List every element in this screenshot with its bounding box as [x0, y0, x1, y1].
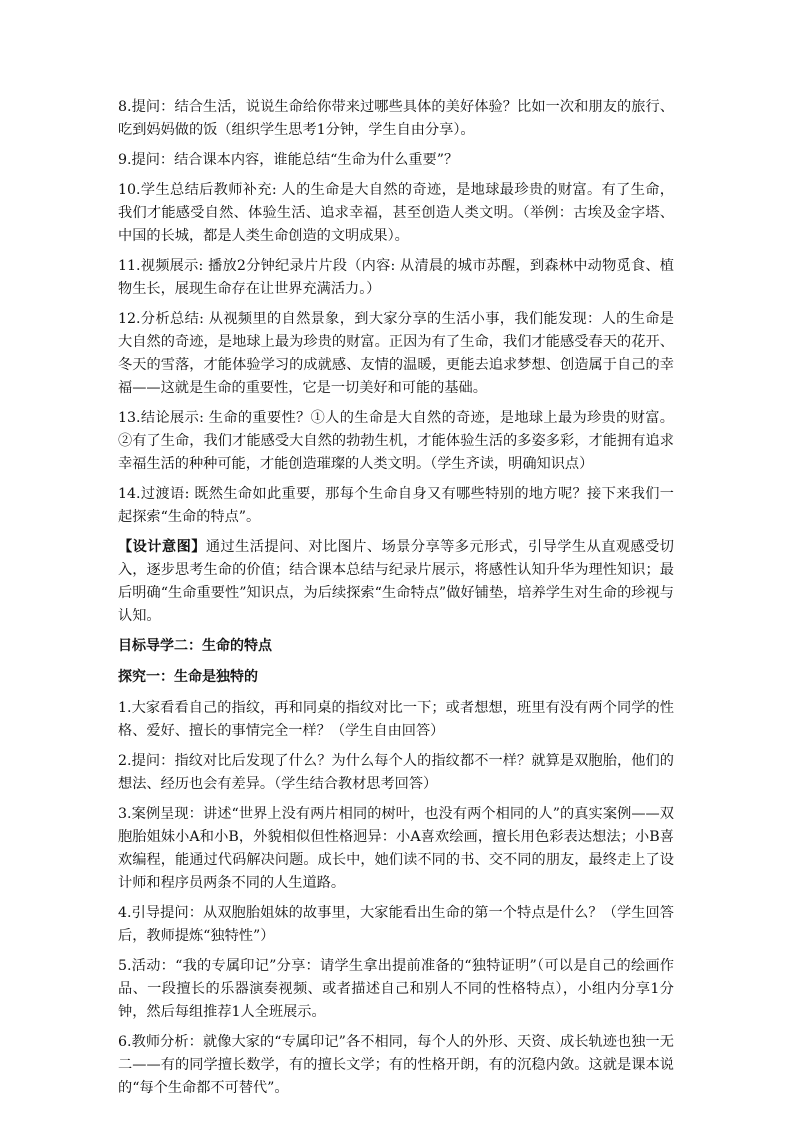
explore-paragraph-4: 4.引导提问：从双胞胎姐妹的故事里，大家能看出生命的第一个特点是什么？（学生回答后，教师提炼“独特性”）	[118, 905, 674, 944]
paragraph-9: 9.提问：结合课本内容，谁能总结“生命为什么重要”？	[118, 152, 459, 168]
document-page	[118, 96, 674, 1107]
paragraph-11: 11.视频展示: 播放2分钟纪录片片段（内容: 从清晨的城市苏醒，到森林中动物觅食、植物生长，展现生命存在让世界充满活力。）	[118, 258, 674, 297]
section-heading-goal: 目标导学二：生命的特点	[118, 638, 272, 654]
explore-paragraph-5: 5.活动：“我的专属印记”分享：请学生拿出提前准备的“独特证明”（可以是自己的绘画作品、一段擅长的乐器演奏视频、或者描述自己和别人不同的性格特点），小组内分享1分钟，然后每组推荐1人全班展示。	[118, 958, 674, 1020]
explore-paragraph-6: 6.教师分析：就像大家的“专属印记”各不相同，每个人的外形、天资、成长轨迹也独一无二——有的同学擅长数学，有的擅长文学；有的性格开朗，有的沉稳内敛。这就是课本说的“每个生命都不可替代”。	[118, 1034, 674, 1096]
explore-paragraph-3: 3.案例呈现：讲述“世界上没有两片相同的树叶，也没有两个相同的人”的真实案例——双胞胎姐妹小A和小B，外貌相似但性格迥异：小A喜欢绘画，擅长用色彩表达想法；小B喜欢编程，能通过代码解决问题。成长中，她们读不同的书、交不同的朋友，最终走上了设计师和程序员两条不同的人生道路。	[118, 806, 674, 891]
paragraph-12: 12.分析总结: 从视频里的自然景象，到大家分享的生活小事，我们能发现：人的生命是大自然的奇迹，是地球上最为珍贵的财富。正因为有了生命，我们才能感受春天的花开、冬天的雪落，才能体验学习的成就感、友情的温暖，更能去追求梦想、创造属于自己的幸福——这就是生命的重要性，它是一切美好和可能的基础。	[118, 311, 674, 396]
design-intent-text: 通过生活提问、对比图片、场景分享等多元形式，引导学生从直观感受切入，逐步思考生命的价值；结合课本总结与纪录片展示，将感性认知升华为理性知识；最后明确“生命重要性”知识点，为后续探索“生命特点”做好铺垫，培养学生对生命的珍视与认知。	[118, 539, 674, 624]
paragraph-8: 8.提问：结合生活，说说生命给你带来过哪些具体的美好体验？比如一次和朋友的旅行、吃到妈妈做的饭（组织学生思考1分钟，学生自由分享）。	[118, 99, 674, 138]
subsection-heading-explore: 探究一：生命是独特的	[118, 669, 258, 685]
design-intent-paragraph	[118, 536, 674, 628]
explore-paragraph-2: 2.提问：指纹对比后发现了什么？为什么每个人的指纹都不一样？就算是双胞胎，他们的想法、经历也会有差异。（学生结合教材思考回答）	[118, 753, 674, 792]
paragraph-10: 10.学生总结后教师补充: 人的生命是大自然的奇迹，是地球最珍贵的财富。有了生命，我们才能感受自然、体验生活、追求幸福，甚至创造人类文明。（举例：古埃及金字塔、中国的长城，都是人类生命创造的文明成果）。	[118, 182, 674, 244]
design-intent-label: 【设计意图】	[118, 539, 206, 555]
paragraph-13: 13.结论展示: 生命的重要性？①人的生命是大自然的奇迹，是地球上最为珍贵的财富。②有了生命，我们才能感受大自然的勃勃生机，才能体验生活的多姿多彩，才能拥有追求幸福生活的种种可能，才能创造璀璨的人类文明。（学生齐读，明确知识点）	[118, 410, 674, 472]
paragraph-14: 14.过渡语: 既然生命如此重要，那每个生命自身又有哪些特别的地方呢？接下来我们一起探索“生命的特点”。	[118, 486, 674, 525]
explore-paragraph-1: 1.大家看看自己的指纹，再和同桌的指纹对比一下；或者想想，班里有没有两个同学的性格、爱好、擅长的事情完全一样？（学生自由回答）	[118, 700, 674, 739]
